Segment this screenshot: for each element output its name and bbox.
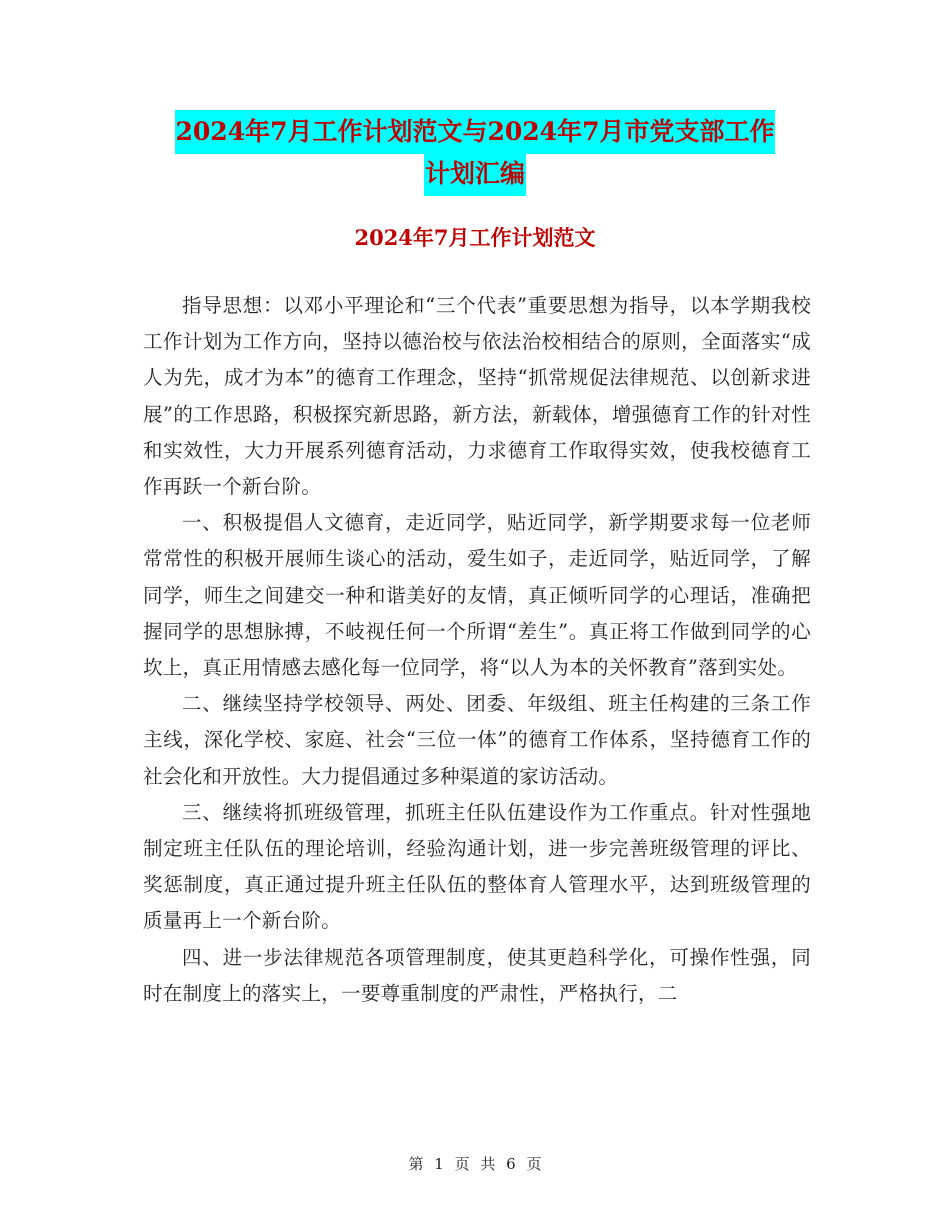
document-title-line-2 <box>0 152 950 196</box>
title-highlight-1: 2024年7月工作计划范文与2024年7月市党支部工作 <box>175 110 776 154</box>
paragraph-guiding-thought: 指导思想：以邓小平理论和“三个代表”重要思想为指导，以本学期我校工作计划为工作方向，坚持以德治校与依法治校相结合的原则，全面落实“成人为先，成才为本”的德育工作理念，坚持“抓常规促法律规范、以创新求进展”的工作思路，积极探究新思路，新方法，新载体，增强德育工作的针对性和实效性，大力开展系列德育活动，力求德育工作取得实效，使我校德育工作再跃一个新台阶。 <box>143 294 811 499</box>
page-footer: 第 1 页 共 6 页 <box>408 1155 542 1173</box>
body-text <box>143 288 811 1012</box>
paragraph-item-2: 二、继续坚持学校领导、两处、团委、年级组、班主任构建的三条工作主线，深化学校、家庭、社会“三位一体”的德育工作体系，坚持德育工作的社会化和开放性。大力提倡通过多种渠道的家访活动。 <box>143 692 811 788</box>
section-heading: 2024年7月工作计划范文 <box>354 225 596 250</box>
paragraph-item-4: 四、进一步法律规范各项管理制度，使其更趋科学化，可操作性强，同时在制度上的落实上，一要尊重制度的严肃性，严格执行，二 <box>143 945 811 1005</box>
document-title-line-1 <box>0 110 950 154</box>
paragraph-item-1: 一、积极提倡人文德育，走近同学，贴近同学，新学期要求每一位老师常常性的积极开展师生谈心的活动，爱生如子，走近同学，贴近同学，了解同学，师生之间建交一种和谐美好的友情，真正倾听同学的心理话，准确把握同学的思想脉搏，不岐视任何一个所谓“差生”。真正将工作做到同学的心坎上，真正用情感去感化每一位同学，将“以人为本的关怀教育”落到实处。 <box>143 511 811 680</box>
paragraph-item-3: 三、继续将抓班级管理，抓班主任队伍建设作为工作重点。针对性强地制定班主任队伍的理论培训，经验沟通计划，进一步完善班级管理的评比、奖惩制度，真正通过提升班主任队伍的整体育人管理水平，达到班级管理的质量再上一个新台阶。 <box>143 800 811 933</box>
title-highlight-2: 计划汇编 <box>424 152 526 196</box>
